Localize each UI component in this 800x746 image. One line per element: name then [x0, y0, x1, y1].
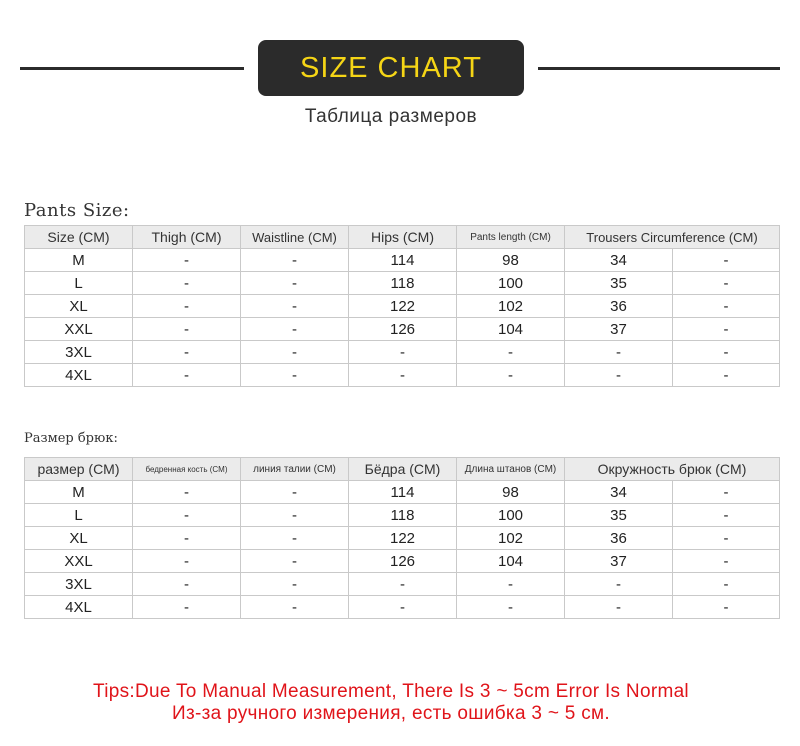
table-cell: - — [457, 596, 565, 619]
table-row — [25, 341, 780, 364]
table-row — [25, 249, 780, 272]
table-cell: - — [241, 504, 349, 527]
size-chart-title-badge — [258, 40, 524, 96]
pants-size-label: Pants Size: — [24, 200, 130, 221]
table-cell: - — [133, 249, 241, 272]
table-cell: 102 — [457, 527, 565, 550]
pants-size-table-en — [24, 225, 780, 387]
table-cell: 3XL — [25, 573, 133, 596]
table-cell: 4XL — [25, 596, 133, 619]
table-cell: XXL — [25, 550, 133, 573]
tips-text-ru: Из-за ручного измерения, есть ошибка 3 ~ 5 см. — [172, 703, 610, 724]
col-pants-length: Pants length (CM) — [457, 226, 565, 249]
table-cell: - — [673, 596, 780, 619]
table-cell: XXL — [25, 318, 133, 341]
table-cell: - — [673, 272, 780, 295]
table-cell: 37 — [565, 318, 673, 341]
table-cell: 114 — [349, 481, 457, 504]
table-cell: - — [673, 249, 780, 272]
tips-text-en: Tips:Due To Manual Measurement, There Is 3 ~ 5cm Error Is Normal — [93, 681, 689, 702]
table-cell: - — [133, 573, 241, 596]
table-cell: 34 — [565, 481, 673, 504]
table-cell: 126 — [349, 550, 457, 573]
table-cell: - — [565, 364, 673, 387]
table-cell: 36 — [565, 527, 673, 550]
table-row — [25, 318, 780, 341]
table-cell: - — [565, 596, 673, 619]
table-cell: - — [673, 341, 780, 364]
table-cell: - — [457, 364, 565, 387]
table-row — [25, 573, 780, 596]
col-pants-length: Длина штанов (CM) — [457, 458, 565, 481]
table-row — [25, 527, 780, 550]
table-cell: M — [25, 249, 133, 272]
table-cell: 100 — [457, 504, 565, 527]
table-cell: XL — [25, 295, 133, 318]
table-cell: L — [25, 272, 133, 295]
header-rule-right — [538, 67, 780, 70]
table-cell: - — [241, 318, 349, 341]
table-cell: - — [241, 573, 349, 596]
pants-size-table-ru — [24, 457, 780, 619]
table-row — [25, 295, 780, 318]
table-header-row — [25, 458, 780, 481]
table-cell: 98 — [457, 249, 565, 272]
table-cell: 98 — [457, 481, 565, 504]
table-cell: 36 — [565, 295, 673, 318]
table-cell: 37 — [565, 550, 673, 573]
table-cell: - — [133, 318, 241, 341]
col-size: размер (CM) — [25, 458, 133, 481]
table-cell: - — [133, 481, 241, 504]
table-cell: - — [133, 504, 241, 527]
col-waistline: Waistline (CM) — [241, 226, 349, 249]
table-cell: - — [673, 550, 780, 573]
table-cell: - — [673, 295, 780, 318]
table-cell: 118 — [349, 272, 457, 295]
table-cell: - — [133, 364, 241, 387]
table-cell: 35 — [565, 272, 673, 295]
col-size: Size (CM) — [25, 226, 133, 249]
table-cell: 3XL — [25, 341, 133, 364]
col-hips: Бёдра (CM) — [349, 458, 457, 481]
table-cell: - — [349, 596, 457, 619]
table-cell: - — [133, 341, 241, 364]
page-title: SIZE CHART — [300, 51, 482, 84]
table-cell: - — [349, 341, 457, 364]
table-cell: - — [457, 341, 565, 364]
table-cell: - — [241, 527, 349, 550]
table-row — [25, 364, 780, 387]
col-waistline: линия талии (CM) — [241, 458, 349, 481]
table-cell: - — [565, 573, 673, 596]
table-cell: - — [133, 527, 241, 550]
page-subtitle: Таблица размеров — [304, 106, 478, 127]
table-cell: - — [349, 364, 457, 387]
table-row — [25, 272, 780, 295]
table-cell: 118 — [349, 504, 457, 527]
col-thigh: бедренная кость (CM) — [133, 458, 241, 481]
table-cell: - — [241, 249, 349, 272]
col-trousers-circumference: Окружность брюк (CM) — [565, 458, 780, 481]
table-cell: - — [241, 481, 349, 504]
table-cell: 102 — [457, 295, 565, 318]
table-row — [25, 481, 780, 504]
table-row — [25, 550, 780, 573]
table-cell: 122 — [349, 295, 457, 318]
table-cell: L — [25, 504, 133, 527]
table-cell: - — [673, 481, 780, 504]
table-cell: - — [133, 550, 241, 573]
table-cell: - — [673, 504, 780, 527]
table-row — [25, 504, 780, 527]
table-cell: - — [673, 527, 780, 550]
table-cell: 104 — [457, 550, 565, 573]
table-cell: - — [565, 341, 673, 364]
table-cell: - — [349, 573, 457, 596]
table-cell: - — [241, 596, 349, 619]
table-row — [25, 596, 780, 619]
table-cell: 114 — [349, 249, 457, 272]
table-header-row — [25, 226, 780, 249]
table-cell: - — [133, 596, 241, 619]
table-cell: 4XL — [25, 364, 133, 387]
col-thigh: Thigh (CM) — [133, 226, 241, 249]
pants-size-label-ru: Размер брюк: — [24, 431, 118, 446]
table-cell: 35 — [565, 504, 673, 527]
table-cell: XL — [25, 527, 133, 550]
table-cell: - — [241, 550, 349, 573]
table-cell: - — [133, 272, 241, 295]
table-cell: - — [673, 364, 780, 387]
table-cell: 122 — [349, 527, 457, 550]
table-cell: - — [241, 295, 349, 318]
table-cell: - — [673, 318, 780, 341]
header-rule-left — [20, 67, 244, 70]
table-cell: 104 — [457, 318, 565, 341]
table-cell: - — [673, 573, 780, 596]
table-cell: 34 — [565, 249, 673, 272]
table-cell: 100 — [457, 272, 565, 295]
table-cell: - — [241, 364, 349, 387]
col-hips: Hips (CM) — [349, 226, 457, 249]
table-cell: - — [457, 573, 565, 596]
col-trousers-circumference: Trousers Circumference (CM) — [565, 226, 780, 249]
table-cell: 126 — [349, 318, 457, 341]
table-cell: - — [241, 341, 349, 364]
table-cell: - — [241, 272, 349, 295]
table-cell: - — [133, 295, 241, 318]
table-cell: M — [25, 481, 133, 504]
